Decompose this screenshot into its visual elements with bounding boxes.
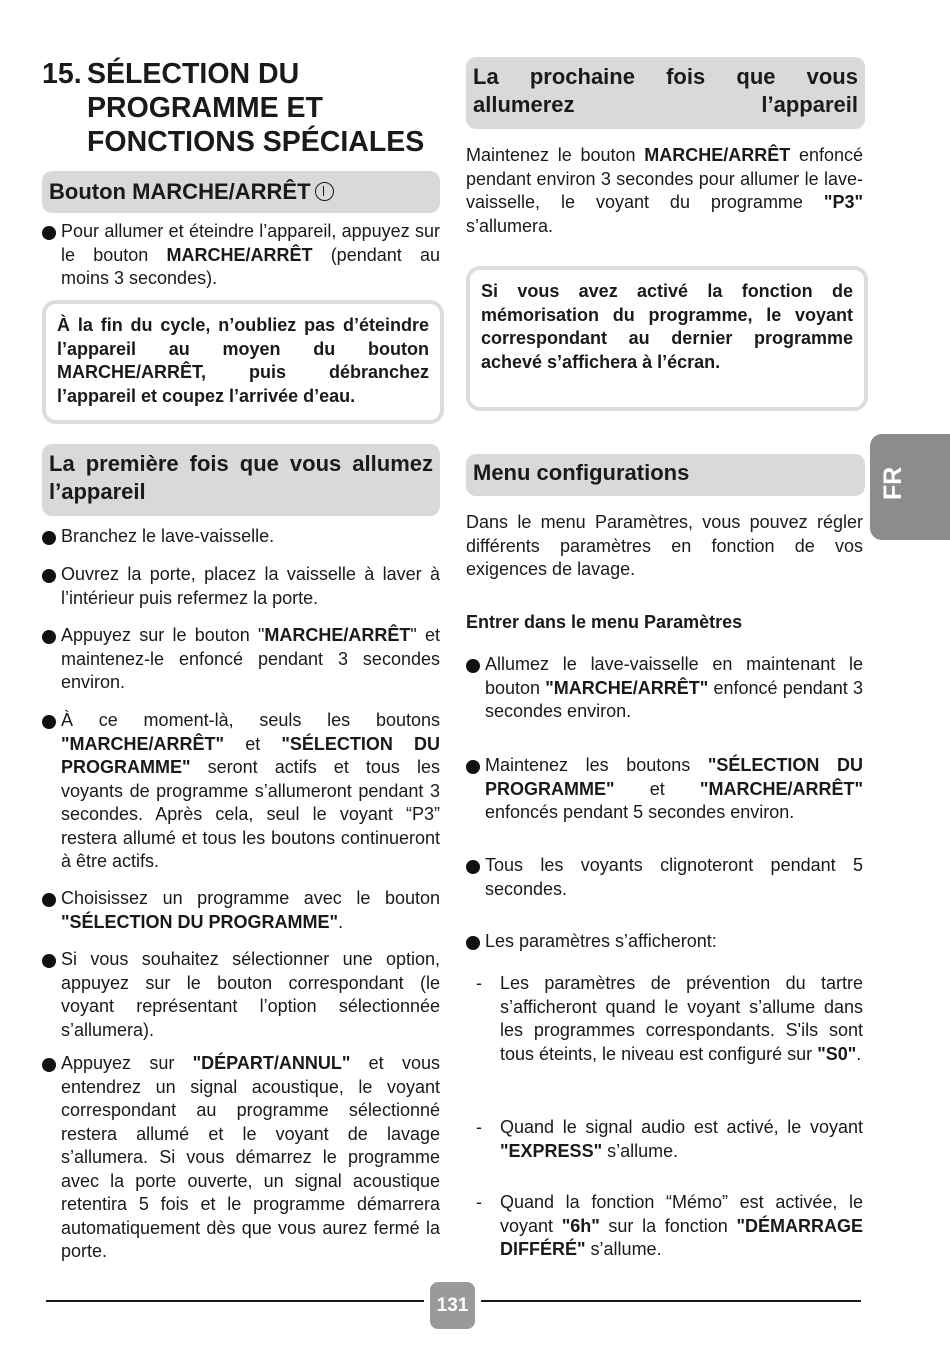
dash-item bbox=[466, 972, 863, 1066]
para-text: Maintenez le bouton bbox=[466, 145, 645, 165]
list-item bbox=[42, 220, 440, 291]
para-text: s’allumera. bbox=[466, 215, 554, 236]
list-item bbox=[42, 1052, 440, 1264]
list-item bbox=[466, 854, 863, 901]
bullet-text: enfoncés pendant 5 secondes environ. bbox=[485, 802, 795, 822]
bullet-text: et bbox=[224, 733, 282, 754]
para-text: Dans le menu Paramètres, vous pouvez régler différents paramètres en fonction de vos exigences de lavage. bbox=[466, 512, 863, 579]
bullet-icon bbox=[42, 1058, 56, 1072]
list-item bbox=[42, 887, 440, 934]
menu-configurations-heading bbox=[466, 454, 865, 496]
bullet-bold: "DÉPART/ANNUL" bbox=[192, 1053, 351, 1073]
bullet-text: Choisissez un programme avec le bouton bbox=[61, 888, 440, 908]
bullet-text: À ce moment-là, seuls les boutons bbox=[61, 710, 440, 730]
bullet-icon bbox=[466, 936, 480, 950]
bullet-bold: "MARCHE/ARRÊT" bbox=[545, 677, 709, 698]
first-time-heading-text: La première fois que vous allumez l’appareil bbox=[49, 451, 433, 504]
bullet-text: Si vous souhaitez sélectionner une option, appuyez sur le bouton correspondant (le voyant représentant l’option sélectionnée s’allumera). bbox=[61, 949, 440, 1040]
list-item bbox=[466, 754, 863, 825]
bullet-text: Pour allumer et éteindre l’appareil, appuyez sur le bouton bbox=[61, 221, 440, 265]
language-tab bbox=[870, 434, 950, 540]
bullet-bold: "SÉLECTION DU PROGRAMME" bbox=[61, 733, 441, 777]
dash-text: Les paramètres de prévention du tartre s’afficheront quand le voyant s’allume dans les programmes correspondants. S'ils sont tous éteints, le niveau est configuré sur bbox=[500, 973, 863, 1064]
list-item bbox=[42, 709, 440, 874]
bullet-icon bbox=[42, 630, 56, 644]
note-text: À la fin du cycle, n’oubliez pas d’éteindre l’appareil au moyen du bouton MARCHE/ARRÊT, puis débranchez l’appareil et coupez l’arrivée d’eau. bbox=[57, 315, 429, 406]
bullet-bold: "MARCHE/ARRÊT" bbox=[699, 778, 863, 799]
power-button-heading-text: Bouton MARCHE/ARRÊT bbox=[49, 179, 311, 204]
bullet-text: Branchez le lave-vaisselle. bbox=[61, 526, 275, 546]
menu-heading-text: Menu configurations bbox=[473, 460, 690, 485]
next-time-heading bbox=[466, 57, 865, 129]
dash-item bbox=[466, 1191, 863, 1262]
menu-intro bbox=[466, 511, 863, 582]
bullet-text: Tous les voyants clignoteront pendant 5 secondes. bbox=[485, 855, 863, 899]
list-item bbox=[42, 624, 440, 695]
next-time-paragraph bbox=[466, 144, 863, 238]
list-item bbox=[466, 653, 863, 724]
bullet-text: et vous entendrez un signal acoustique, le voyant correspondant au programme sélectionné restera allumé et le voyant de lavage s’allumera. Si vous démarrez le programme avec la porte ouverte, un signal acoustique retentira 5 fois et le programme démarrera automatiquement dès que vous aurez fermé la porte. bbox=[61, 1053, 440, 1261]
language-tab-label: FR bbox=[879, 466, 907, 500]
bullet-text: Appuyez sur bbox=[61, 1053, 193, 1073]
section-title bbox=[42, 57, 440, 159]
subheading-text: Entrer dans le menu Paramètres bbox=[466, 612, 743, 632]
list-item bbox=[42, 563, 440, 610]
dash-mark: - bbox=[476, 1117, 482, 1137]
para-bold: MARCHE/ARRÊT bbox=[644, 145, 791, 165]
bullet-bold: MARCHE/ARRÊT bbox=[264, 625, 411, 645]
bullet-bold: "MARCHE/ARRÊT" bbox=[61, 733, 225, 754]
bullet-icon bbox=[466, 659, 480, 673]
dash-bold: "S0" bbox=[817, 1043, 857, 1064]
bullet-icon bbox=[42, 954, 56, 968]
bullet-icon bbox=[42, 893, 56, 907]
power-button-heading bbox=[42, 171, 440, 213]
dash-bold: "6h" bbox=[561, 1215, 600, 1236]
first-time-heading bbox=[42, 444, 440, 516]
bullet-text: (pendant au moins 3 secondes). bbox=[61, 244, 440, 288]
page-number: 131 bbox=[430, 1282, 475, 1329]
bullet-text: Ouvrez la porte, placez la vaisselle à laver à l’intérieur puis refermez la porte. bbox=[61, 564, 440, 608]
power-icon bbox=[315, 182, 334, 201]
power-off-note bbox=[42, 300, 444, 424]
bullet-bold: "SÉLECTION DU PROGRAMME" bbox=[485, 755, 863, 799]
dash-item bbox=[466, 1116, 863, 1163]
bullet-text: Les paramètres s’afficheront: bbox=[485, 931, 717, 951]
dash-text: Quand le signal audio est activé, le voyant bbox=[500, 1117, 863, 1137]
dash-mark: - bbox=[476, 973, 482, 993]
para-text: enfoncé pendant environ 3 secondes pour allumer le lave-vaisselle, le voyant du programme bbox=[466, 145, 863, 212]
bullet-text: enfoncé pendant 3 secondes environ. bbox=[485, 677, 864, 721]
section-number: 15. bbox=[42, 58, 82, 90]
dash-text: . bbox=[856, 1043, 862, 1064]
bullet-bold: MARCHE/ARRÊT bbox=[166, 244, 313, 265]
bullet-icon bbox=[42, 226, 56, 240]
dash-text: Quand la fonction “Mémo” est activée, le voyant bbox=[500, 1192, 863, 1236]
section-title-text: SÉLECTION DU PROGRAMME ET FONCTIONS SPÉCIALES bbox=[87, 58, 425, 158]
list-item bbox=[466, 930, 863, 954]
dash-text: s’allume. bbox=[602, 1140, 679, 1161]
bullet-text: " et maintenez-le enfoncé pendant 3 secondes environ. bbox=[61, 625, 440, 692]
dash-bold: "EXPRESS" bbox=[500, 1140, 603, 1161]
bullet-icon bbox=[466, 760, 480, 774]
note-text: Si vous avez activé la fonction de mémorisation du programme, le voyant correspondant au dernier programme achevé s’affichera à l’écran. bbox=[481, 281, 853, 372]
bullet-icon bbox=[466, 860, 480, 874]
bullet-text: seront actifs et tous les voyants de programme s’allumeront pendant 3 secondes. Après cela, seul le voyant “P3” restera allumé et tous les boutons continueront à être actifs. bbox=[61, 757, 440, 871]
memory-note bbox=[466, 266, 868, 411]
list-item bbox=[42, 525, 440, 549]
dash-bold: "DÉMARRAGE DIFFÉRÉ" bbox=[500, 1215, 863, 1259]
menu-subheading bbox=[466, 611, 863, 635]
dash-mark: - bbox=[476, 1192, 482, 1212]
bullet-icon bbox=[42, 569, 56, 583]
footer-rule-right bbox=[481, 1300, 861, 1302]
dash-text: sur la fonction bbox=[599, 1215, 737, 1236]
bullet-icon bbox=[42, 531, 56, 545]
bullet-icon bbox=[42, 715, 56, 729]
dash-text: s’allume. bbox=[585, 1239, 662, 1259]
bullet-text: . bbox=[338, 911, 344, 932]
bullet-text: Appuyez sur le bouton " bbox=[61, 625, 265, 645]
footer-rule-left bbox=[46, 1300, 424, 1302]
bullet-text: Maintenez les boutons bbox=[485, 755, 708, 775]
para-bold: "P3" bbox=[823, 192, 863, 212]
list-item bbox=[42, 948, 440, 1042]
bullet-bold: "SÉLECTION DU PROGRAMME" bbox=[61, 911, 339, 932]
next-time-heading-text: La prochaine fois que vous allumerez l’appareil bbox=[473, 64, 858, 117]
bullet-text: et bbox=[614, 778, 700, 799]
bullet-text: Allumez le lave-vaisselle en maintenant le bouton bbox=[485, 654, 863, 698]
